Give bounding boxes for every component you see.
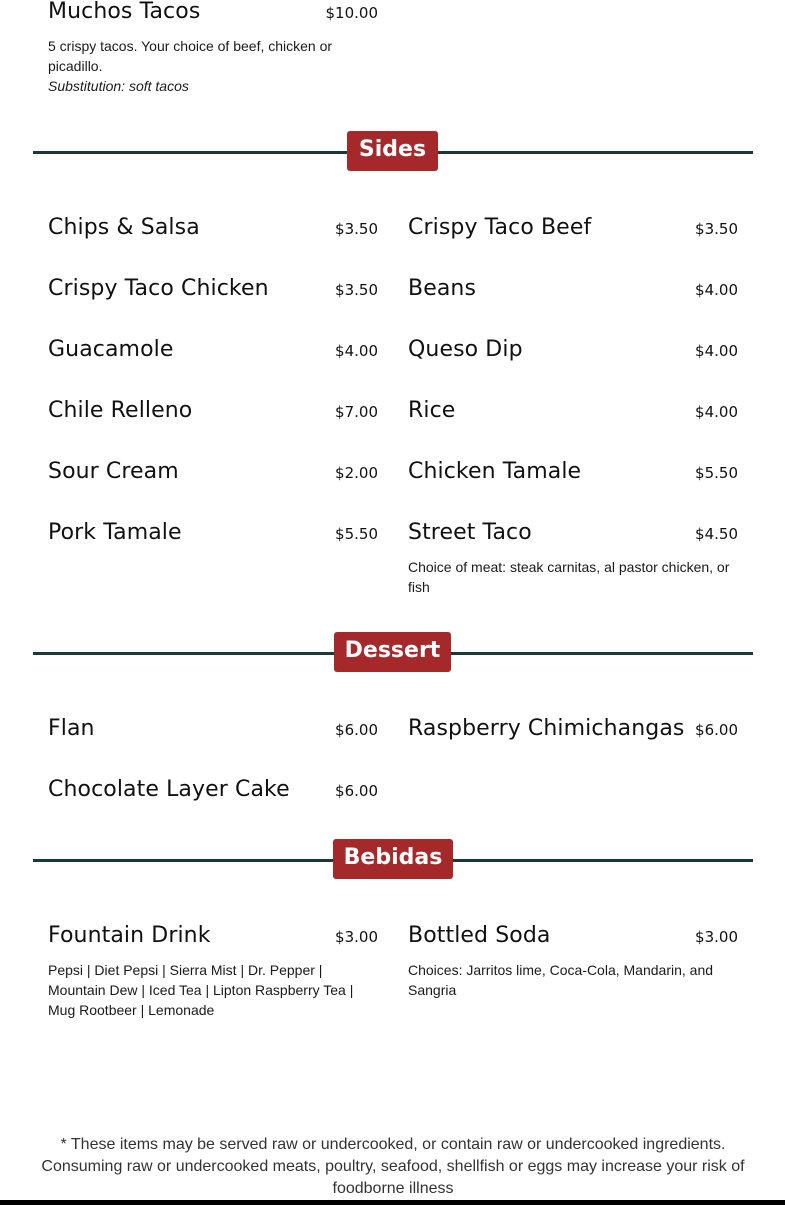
menu-item-price: $4.00 bbox=[335, 342, 378, 360]
section-title-sides: Sides bbox=[347, 131, 438, 171]
section-title-bebidas: Bebidas bbox=[333, 839, 453, 879]
menu-item-name: Bottled Soda bbox=[408, 923, 551, 948]
menu-item-name: Chicken Tamale bbox=[408, 459, 582, 484]
menu-item-substitution: Substitution: soft tacos bbox=[48, 78, 189, 94]
menu-item-price: $5.50 bbox=[695, 464, 738, 482]
menu-item-name: Queso Dip bbox=[408, 337, 523, 362]
menu-item-name: Street Taco bbox=[408, 520, 532, 545]
menu-item-price: $4.00 bbox=[695, 281, 738, 299]
menu-item-price: $5.50 bbox=[335, 525, 378, 543]
menu-item-name: Pork Tamale bbox=[48, 520, 182, 545]
menu-item-description: Choices: Jarritos lime, Coca-Cola, Mandarin, and Sangria bbox=[408, 962, 714, 998]
menu-item-name: Chocolate Layer Cake bbox=[48, 777, 290, 802]
menu-item-description: Choice of meat: steak carnitas, al pastor chicken, or fish bbox=[408, 559, 730, 595]
menu-item-name: Beans bbox=[408, 276, 477, 301]
menu-item-price: $4.00 bbox=[695, 342, 738, 360]
menu-item-name: Crispy Taco Chicken bbox=[48, 276, 269, 301]
menu-item-price: $2.00 bbox=[335, 464, 378, 482]
menu-item-name: Guacamole bbox=[48, 337, 174, 362]
footer-disclaimer: * These items may be served raw or undercooked, or contain raw or undercooked ingredients. Consuming raw or undercooked meats, poultry, seafood, shellfish or eggs may increase your risk of foodborne illness bbox=[41, 1136, 745, 1197]
menu-item-name: Chips & Salsa bbox=[48, 215, 200, 240]
menu-item-price: $3.00 bbox=[335, 928, 378, 946]
menu-item-price: $10.00 bbox=[325, 4, 378, 22]
menu-item-name: Raspberry Chimichangas bbox=[408, 716, 685, 741]
section-title-dessert: Dessert bbox=[334, 632, 451, 672]
menu-item-description: Pepsi | Diet Pepsi | Sierra Mist | Dr. Pepper | Mountain Dew | Iced Tea | Lipton Raspberry Tea | Mug Rootbeer | Lemonade bbox=[48, 962, 354, 1018]
menu-item-price: $7.00 bbox=[335, 403, 378, 421]
menu-item-price: $6.00 bbox=[335, 782, 378, 800]
menu-item-name: Fountain Drink bbox=[48, 923, 211, 948]
menu-item-price: $6.00 bbox=[695, 721, 738, 739]
menu-item-name: Crispy Taco Beef bbox=[408, 215, 592, 240]
menu-item-name: Rice bbox=[408, 398, 456, 423]
menu-item-price: $4.00 bbox=[695, 403, 738, 421]
menu-item-name: Chile Relleno bbox=[48, 398, 193, 423]
menu-item-price: $6.00 bbox=[335, 721, 378, 739]
menu-item-description: 5 crispy tacos. Your choice of beef, chicken or picadillo. bbox=[48, 38, 333, 74]
menu-item-price: $4.50 bbox=[695, 525, 738, 543]
menu-item-name: Muchos Tacos bbox=[48, 0, 201, 24]
menu-item-price: $3.50 bbox=[335, 281, 378, 299]
menu-item-price: $3.50 bbox=[335, 220, 378, 238]
menu-item-name: Sour Cream bbox=[48, 459, 179, 484]
menu-item-name: Flan bbox=[48, 716, 95, 741]
bottom-border bbox=[0, 1200, 785, 1205]
menu-item-price: $3.50 bbox=[695, 220, 738, 238]
menu-item-price: $3.00 bbox=[695, 928, 738, 946]
